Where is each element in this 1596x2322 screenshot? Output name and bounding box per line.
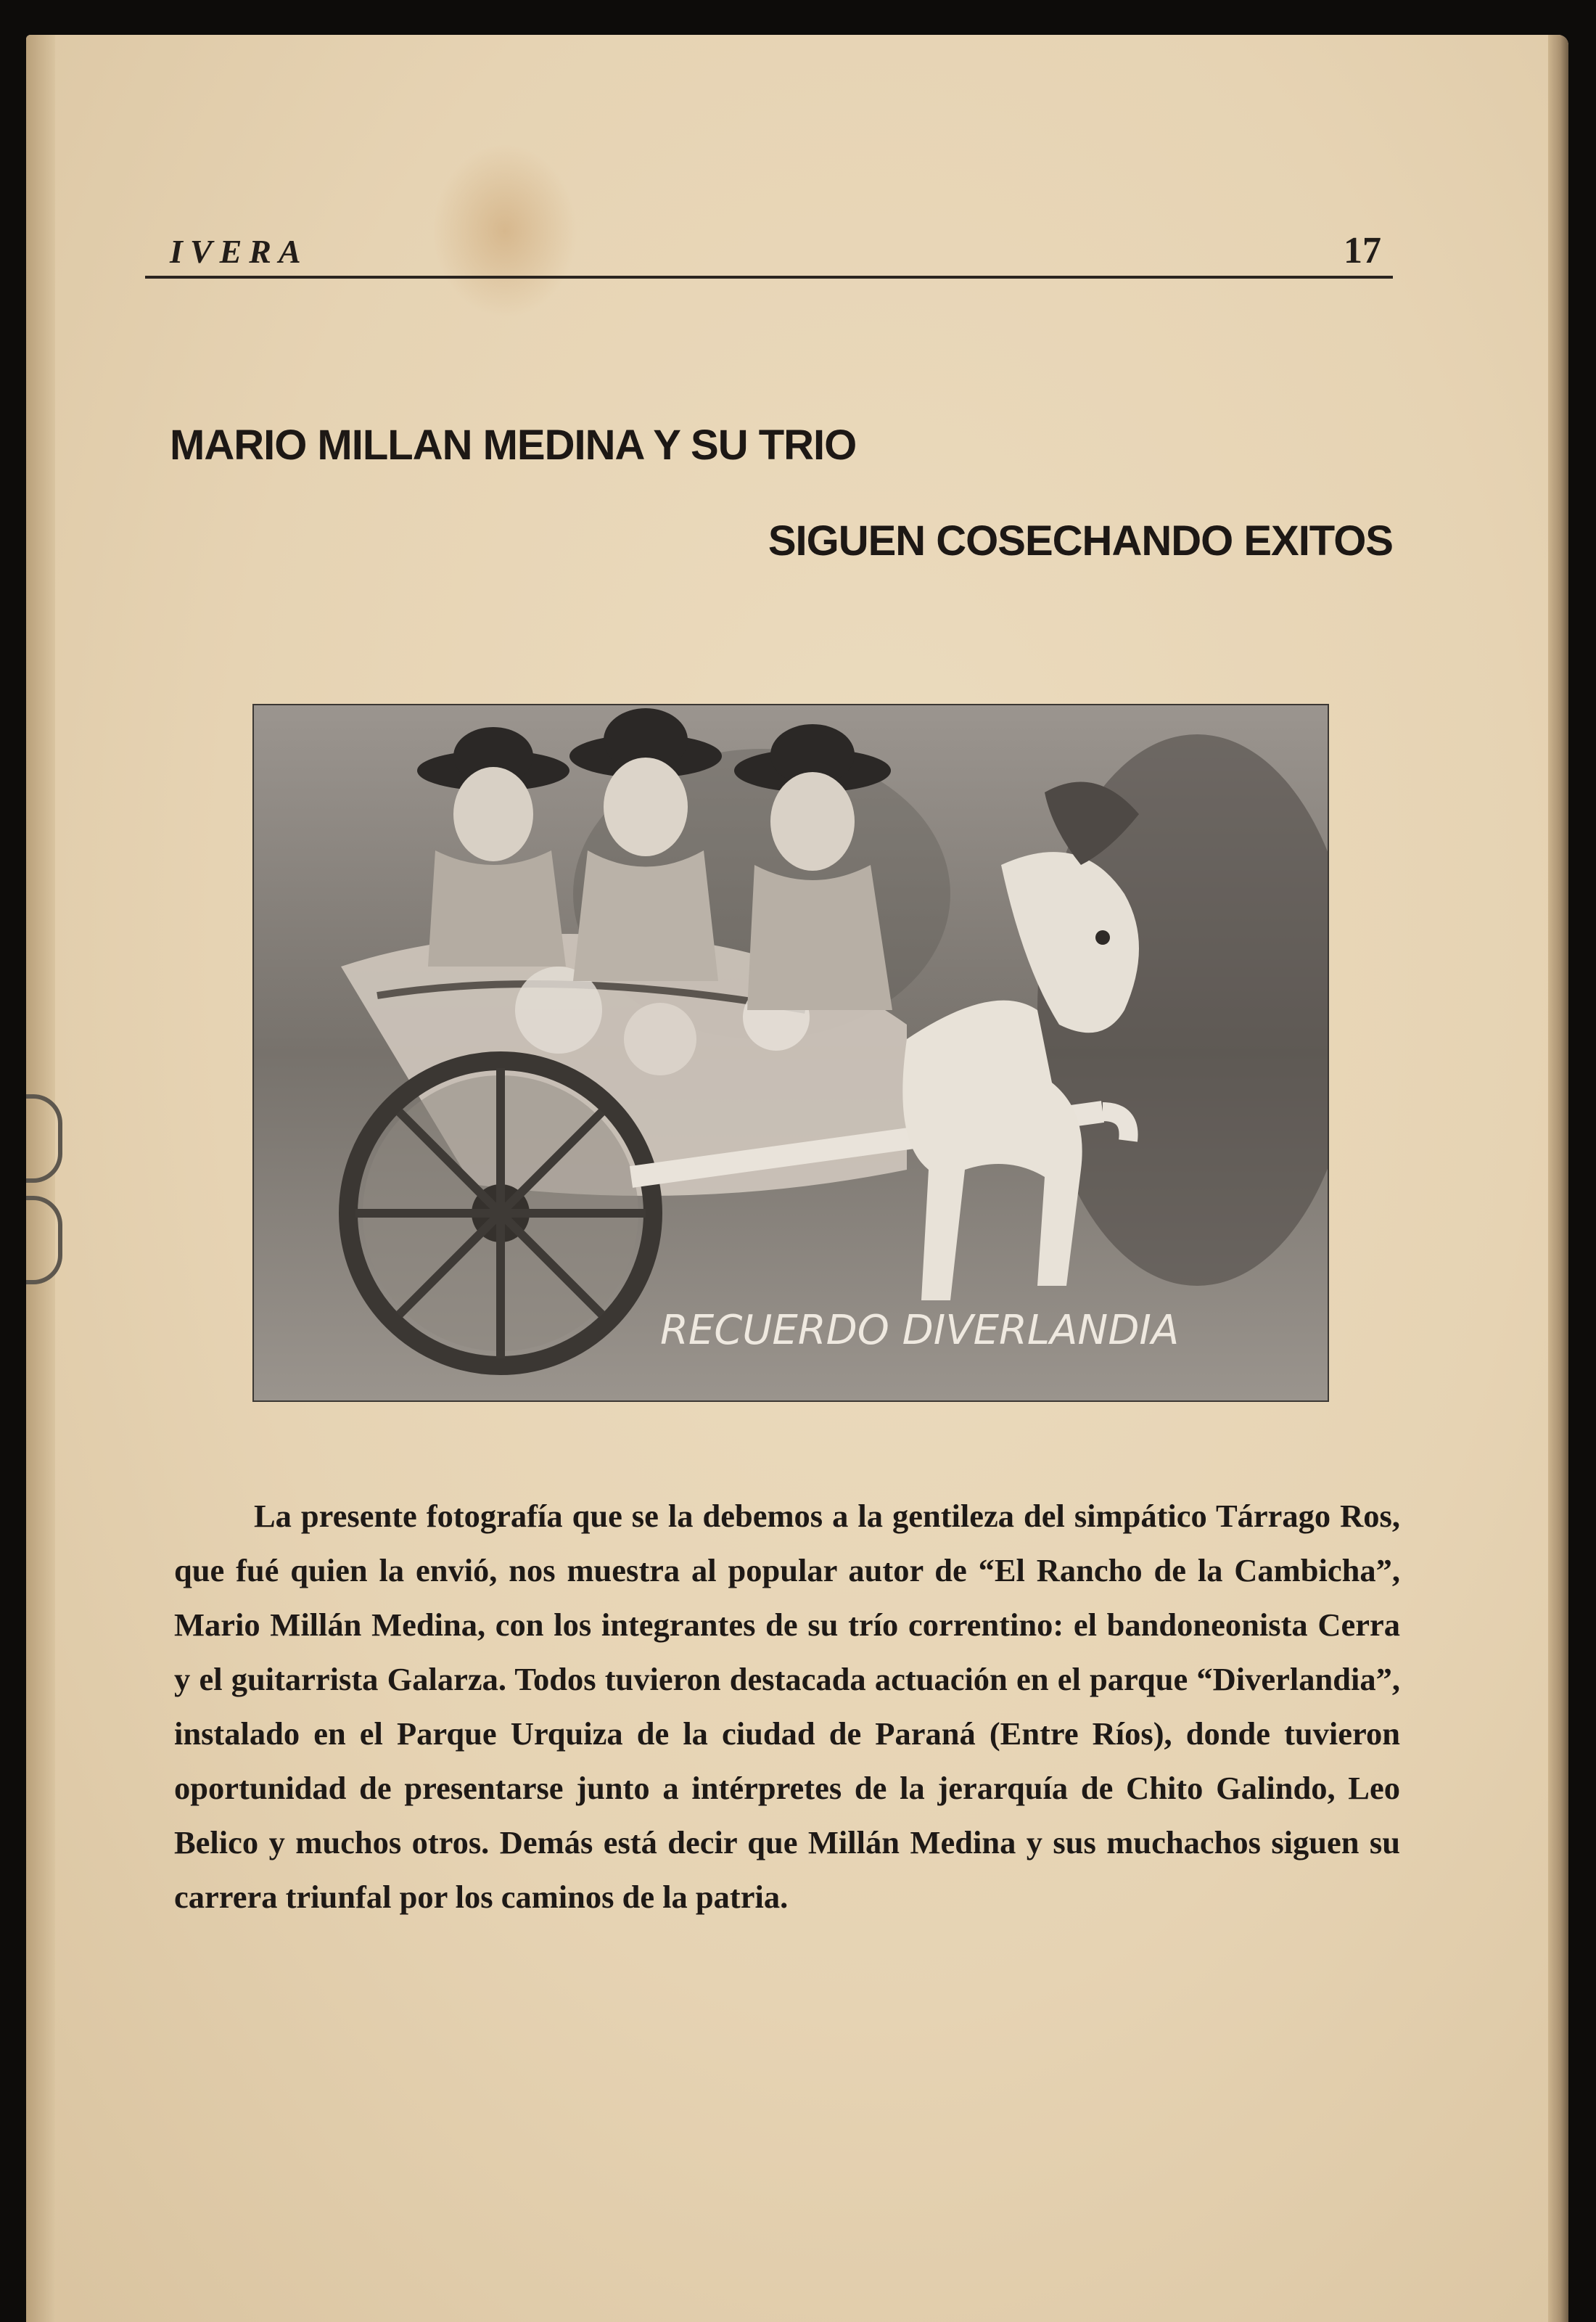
page-edge: [1548, 35, 1568, 2322]
article-photo: [254, 705, 1328, 1400]
article-body: [174, 1489, 1400, 1924]
running-head-title: IVERA: [170, 233, 308, 270]
staple-top: [26, 1094, 62, 1183]
staple-bottom: [26, 1196, 62, 1284]
article-title-line1: MARIO MILLAN MEDINA Y SU TRIO: [170, 422, 857, 469]
running-head: [145, 203, 1393, 279]
page-number: 17: [1344, 230, 1381, 271]
photo-three-men-in-cart-icon: [254, 705, 1328, 1400]
article-title-line2: SIGUEN COSECHANDO EXITOS: [768, 517, 1393, 565]
backdrop-text: RECUERDO DIVERLANDIA: [660, 1307, 1180, 1354]
article-body-paragraph: La presente fotografía que se la debemos a la gentileza del simpático Tárrago Ros, que fué quien la envió, nos muestra al popular autor de “El Rancho de la Cambicha”, Mario Millán Medina, con los integrantes de su trío correntino: el bandoneonista Cerra y el guitarrista Galarza. Todos tuvieron destacada actuación en el parque “Diverlandia”, instalado en el Parque Urquiza de la ciudad de Paraná (Entre Ríos), donde tuvieron oportunidad de presentarse junto a intérpretes de la jerarquía de Chito Galindo, Leo Belico y muchos otros. Demás está decir que Millán Medina y sus muchachos siguen su carrera triunfal por los caminos de la patria.: [174, 1498, 1400, 1915]
